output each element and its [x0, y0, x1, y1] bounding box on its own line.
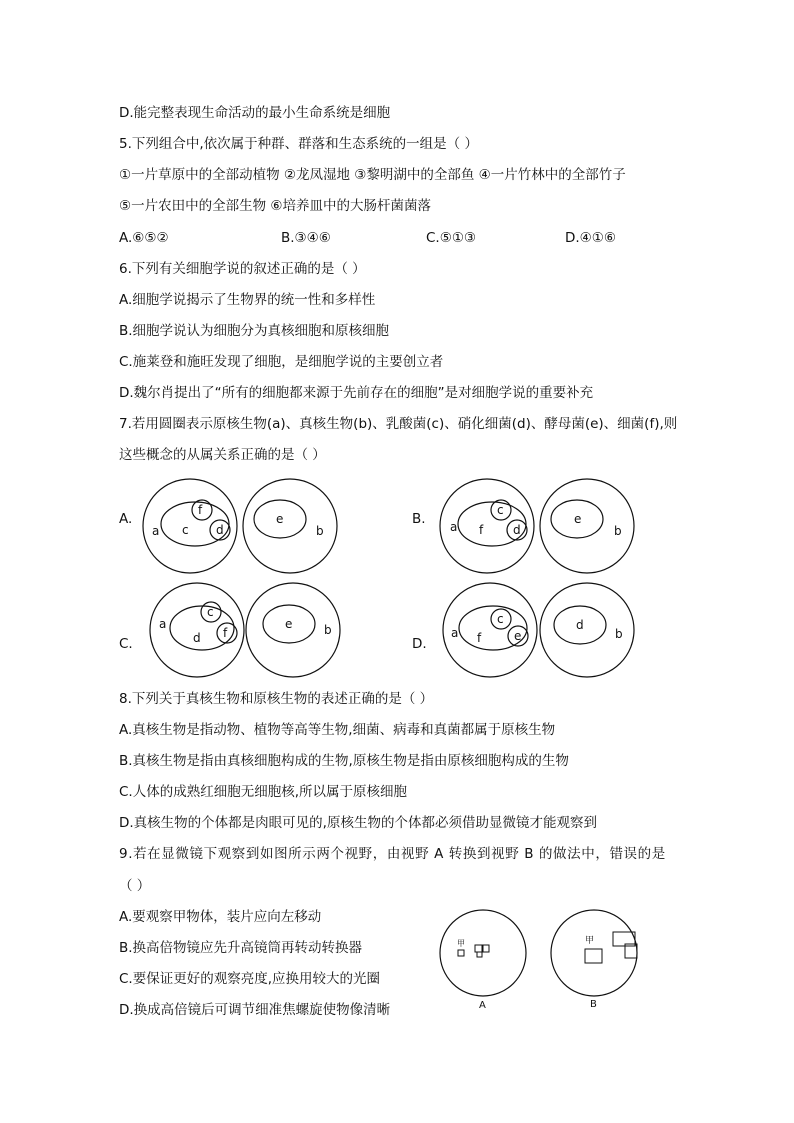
- middle-label: d: [193, 631, 201, 645]
- outer-label: a: [450, 520, 458, 534]
- inner-label-2: f: [223, 626, 228, 640]
- right-outer-label: b: [615, 627, 623, 641]
- right-inner-label: e: [276, 512, 284, 526]
- q7-diagram-a: [140, 476, 350, 576]
- q7-stem-line2: 这些概念的从属关系正确的是（ ）: [119, 447, 326, 463]
- object-jia-label: 甲: [585, 936, 595, 946]
- outer-label: a: [152, 524, 160, 538]
- q9-option-a: A.要观察甲物体，装片应向左移动: [119, 909, 322, 925]
- right-outer-label: b: [614, 524, 622, 538]
- q7-diagram-a-option-label: A.: [119, 511, 133, 527]
- inner-label-2: d: [513, 523, 521, 537]
- q8-stem: 8.下列关于真核生物和原核生物的表述正确的是（ ）: [119, 691, 434, 707]
- inner-label-1: c: [497, 612, 504, 626]
- q8-option-c: C.人体的成熟红细胞无细胞核,所以属于原核细胞: [119, 784, 408, 800]
- outer-label: a: [159, 617, 167, 631]
- right-outer-label: b: [324, 623, 332, 637]
- q8-option-b: B.真核生物是指由真核细胞构成的生物,原核生物是指由原核细胞构成的生物: [119, 753, 569, 769]
- q6-option-c: C.施莱登和施旺发现了细胞，是细胞学说的主要创立者: [119, 354, 444, 370]
- field-b-label: B: [590, 999, 597, 1010]
- inner-label-1: f: [198, 503, 203, 517]
- middle-label: f: [477, 631, 482, 645]
- q5-option-c: C.⑤①③: [426, 230, 477, 246]
- q5-option-d: D.④①⑥: [565, 230, 616, 246]
- object-jia-label: 甲: [457, 939, 465, 948]
- right-outer-label: b: [316, 524, 324, 538]
- q7-diagram-d: [440, 580, 650, 680]
- field-circle: [440, 910, 526, 996]
- q6-stem: 6.下列有关细胞学说的叙述正确的是（ ）: [119, 261, 366, 277]
- field-a-label: A: [479, 1000, 486, 1011]
- q6-option-b: B.细胞学说认为细胞分为真核细胞和原核细胞: [119, 323, 390, 339]
- field-circle: [551, 910, 637, 996]
- right-inner-label: e: [574, 512, 582, 526]
- q9-option-c: C.要保证更好的观察亮度,应换用较大的光圈: [119, 971, 381, 987]
- inner-label-1: c: [497, 503, 504, 517]
- middle-label: f: [479, 523, 484, 537]
- q6-option-d: D.魏尔肖提出了“所有的细胞都来源于先前存在的细胞”是对细胞学说的重要补充: [119, 385, 594, 401]
- microscope-field-b: [550, 908, 642, 1008]
- q6-option-a: A.细胞学说揭示了生物界的统一性和多样性: [119, 292, 376, 308]
- q7-diagram-b: [437, 476, 647, 576]
- object-square: [458, 950, 464, 956]
- outer-label: a: [451, 626, 459, 640]
- object-square: [477, 952, 482, 957]
- q9-stem-line1: 9.若在显微镜下观察到如图所示两个视野，由视野 A 转换到视野 B 的做法中，错误的是: [119, 846, 666, 862]
- microscope-field-a: [437, 908, 529, 1011]
- q5-option-b: B.③④⑥: [281, 230, 331, 246]
- q4-option-d: D.能完整表现生命活动的最小生命系统是细胞: [119, 105, 391, 121]
- object-square: [585, 949, 602, 963]
- q9-option-d: D.换成高倍镜后可调节细准焦螺旋使物像清晰: [119, 1002, 391, 1018]
- q5-option-a: A.⑥⑤②: [119, 230, 169, 246]
- q7-diagram-c: [147, 580, 357, 680]
- middle-label: c: [182, 523, 189, 537]
- inner-label-1: c: [207, 605, 214, 619]
- q7-diagram-b-option-label: B.: [412, 511, 426, 527]
- q7-diagram-c-option-label: C.: [119, 636, 133, 652]
- q5-items-line1: ①一片草原中的全部动植物 ②龙凤湿地 ③黎明湖中的全部鱼 ④一片竹林中的全部竹子: [119, 167, 626, 183]
- q5-items-line2: ⑤一片农田中的全部生物 ⑥培养皿中的大肠杆菌菌落: [119, 198, 431, 214]
- right-inner-label: d: [576, 618, 584, 632]
- q9-option-b: B.换高倍物镜应先升高镜筒再转动转换器: [119, 940, 363, 956]
- right-inner-label: e: [285, 617, 293, 631]
- inner-label-2: e: [514, 629, 522, 643]
- q8-option-d: D.真核生物的个体都是肉眼可见的,原核生物的个体都必须借助显微镜才能观察到: [119, 815, 597, 831]
- inner-label-2: d: [216, 523, 224, 537]
- q7-diagram-d-option-label: D.: [412, 636, 427, 652]
- q5-stem: 5.下列组合中,依次属于种群、群落和生态系统的一组是（ ）: [119, 136, 478, 152]
- q7-stem-line1: 7.若用圆圈表示原核生物(a)、真核生物(b)、乳酸菌(c)、硝化细菌(d)、酵母菌(e)、细菌(f),则: [119, 416, 678, 432]
- q8-option-a: A.真核生物是指动物、植物等高等生物,细菌、病毒和真菌都属于原核生物: [119, 722, 556, 738]
- q9-stem-line2: （ ）: [119, 878, 151, 894]
